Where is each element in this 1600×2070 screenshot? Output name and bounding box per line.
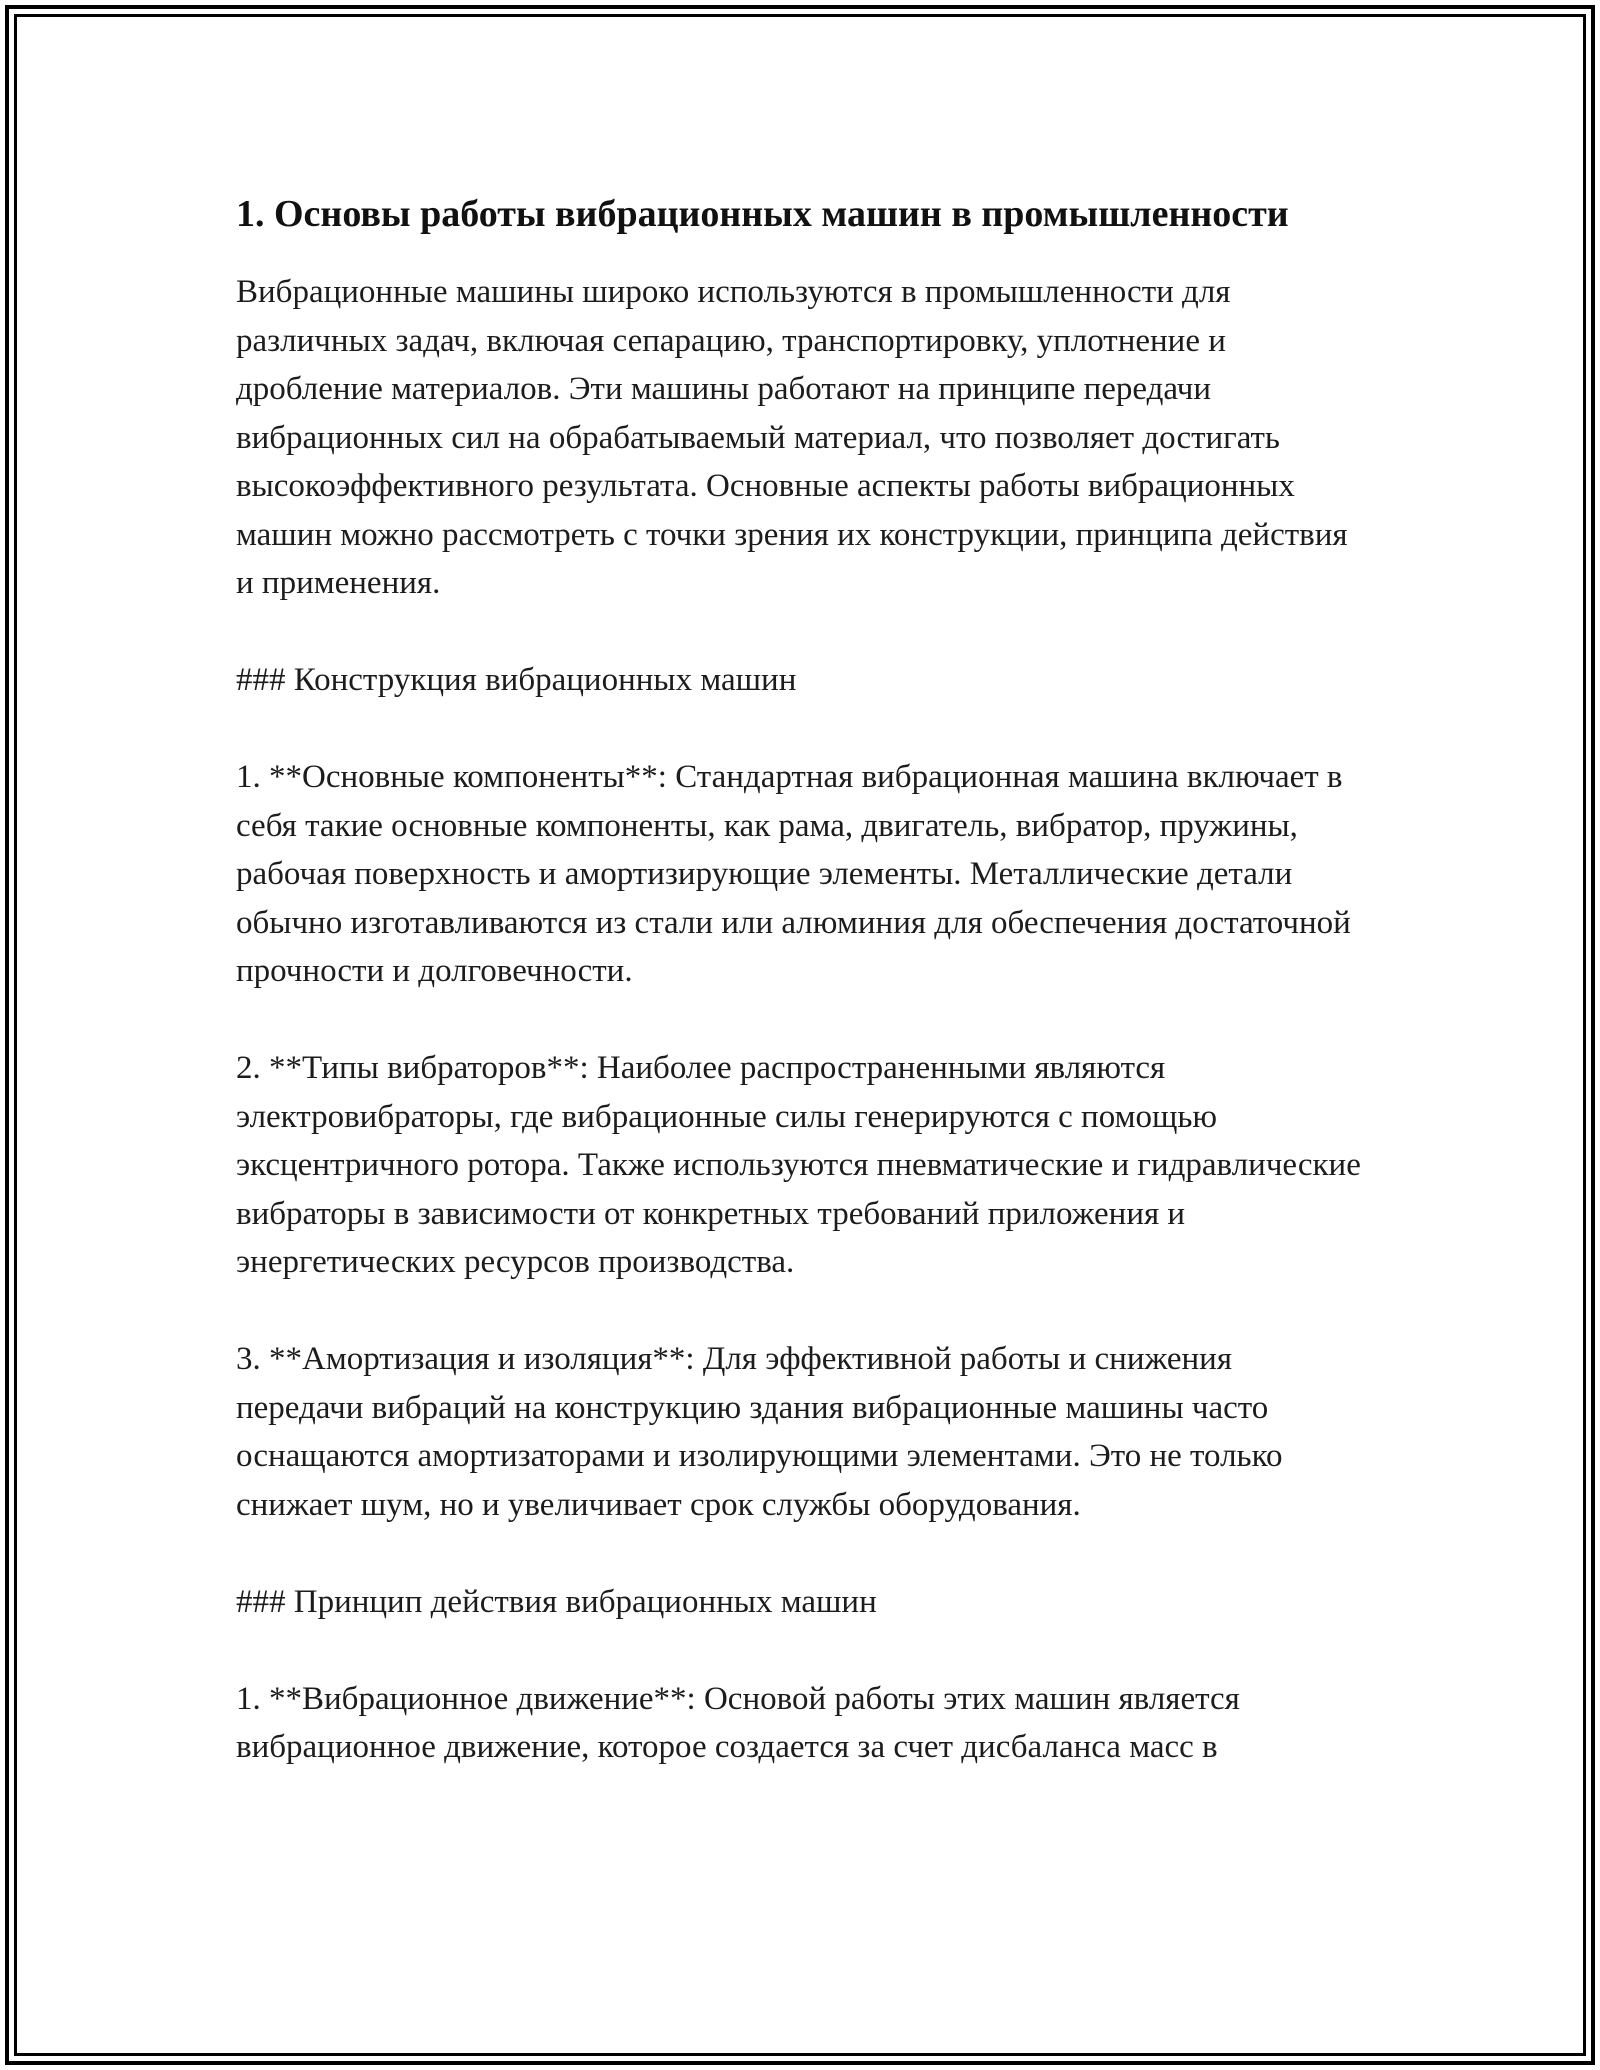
- list-item-vibration-motion: 1. **Вибрационное движение**: Основой работы этих машин является вибрационное движение, которое создается за счет дисбаланса масс в: [236, 1680, 1240, 1765]
- list-item-components: 1. **Основные компоненты**: Стандартная вибрационная машина включает в себя такие основные компоненты, как рама, двигатель, вибратор, пружины, рабочая поверхность и амортизирующие элементы. Металлические детали обычно изготавливаются из стали или алюминия для обеспечения достаточной прочности и долговечности.: [236, 759, 1351, 989]
- document-body: [236, 186, 1366, 1772]
- document-title: 1. Основы работы вибрационных машин в промышленности: [236, 193, 1289, 235]
- intro-paragraph: Вибрационные машины широко используются в промышленности для различных задач, включая сепарацию, транспортировку, уплотнение и дробление материалов. Эти машины работают на принципе передачи вибрационных сил на обрабатываемый материал, что позволяет достигать высокоэффективного результата. Основные аспекты работы вибрационных машин можно рассмотреть с точки зрения их конструкции, принципа действия и применения.: [236, 274, 1348, 601]
- section-heading-construction: ### Конструкция вибрационных машин: [236, 662, 797, 698]
- list-item-damping: 3. **Амортизация и изоляция**: Для эффективной работы и снижения передачи вибраций на конструкцию здания вибрационные машины часто оснащаются амортизаторами и изолирующими элементами. Это не только снижает шум, но и увеличивает срок службы оборудования.: [236, 1341, 1283, 1523]
- section-heading-principle: ### Принцип действия вибрационных машин: [236, 1583, 877, 1620]
- list-item-vibrator-types: 2. **Типы вибраторов**: Наиболее распространенными являются электровибраторы, где вибрационные силы генерируются с помощью эксцентричного ротора. Также используются пневматические и гидравлические вибраторы в зависимости от конкретных требований приложения и энергетических ресурсов производства.: [236, 1050, 1361, 1280]
